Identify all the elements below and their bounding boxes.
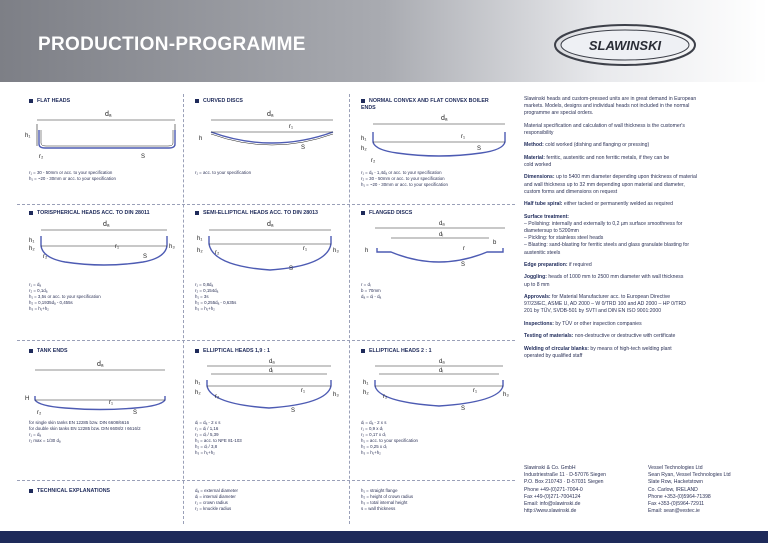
svg-text:H: H (25, 396, 30, 402)
material-paragraph: Material: ferritic, austenitic and non ferritic metals, if they can be cold worked (524, 154, 670, 168)
page-title: PRODUCTION-PROGRAMME (38, 34, 306, 55)
heads-grid (17, 94, 515, 524)
svg-text:dₐ: dₐ (439, 221, 445, 227)
elliptical-21-formulas: dᵢ = dₐ - 2 x s r₁ = 0,9 x dᵢ r₂ = 0,17 x dᵢ h₁ = acc. to your specification h₂ = 0,25 x dᵢ h₃ = h₁+h₂ (361, 420, 419, 455)
halftube-paragraph: Half tube spiral: either tacked or permanently welded as required (524, 201, 673, 208)
technical-explanations-title: TECHNICAL EXPLANATIONS (37, 488, 111, 494)
svg-text:h₁: h₁ (195, 380, 201, 386)
svg-text:h₃: h₃ (333, 248, 339, 254)
elliptical-19-diagram (191, 356, 343, 416)
svg-text:r₂: r₂ (43, 254, 48, 260)
svg-text:r₁: r₁ (115, 244, 120, 250)
website-link[interactable]: http://www.slawinski.de (524, 508, 577, 515)
svg-text:h: h (365, 248, 369, 254)
address-ireland: Vessel Technologies Ltd Sean Ryan, Vessel Technologies Ltd Slate Row, Hacketstown Co. Carlow, IRELAND Phone +353-(0)5964-71398 Fax +353-(0)5964-72911 Email: sean@vestec.ie (648, 465, 731, 515)
email-link-ireland[interactable]: Email: sean@vestec.ie (648, 508, 700, 515)
svg-text:h₃: h₃ (503, 392, 509, 398)
svg-text:h₂: h₂ (363, 390, 369, 396)
svg-text:h: h (199, 136, 203, 142)
inspections-paragraph: Inspections: by TÜV or other inspection companies (524, 320, 642, 327)
flanged-disc-diagram (357, 218, 509, 278)
svg-text:h₁: h₁ (363, 380, 369, 386)
svg-text:S: S (301, 145, 306, 151)
explanations-col1: dₐ = external diameter dᵢ = internal diameter r₁ = crown radius r₂ = knuckle radius (195, 488, 239, 511)
svg-text:h₁: h₁ (25, 133, 31, 139)
svg-text:dₐ: dₐ (103, 221, 110, 228)
svg-text:r₂: r₂ (215, 250, 220, 256)
flanged-discs-title: FLANGED DISCS (369, 210, 413, 216)
svg-text:dₐ: dₐ (269, 359, 275, 365)
svg-text:S: S (143, 254, 148, 260)
svg-text:dᵢ: dᵢ (269, 368, 274, 374)
elliptical-21-title: ELLIPTICAL HEADS 2 : 1 (369, 348, 432, 354)
elliptical-19-cell (183, 344, 347, 464)
flat-heads-title: FLAT HEADS (37, 98, 71, 104)
svg-text:r₂: r₂ (383, 394, 388, 400)
svg-text:dₐ: dₐ (441, 115, 448, 122)
torispherical-formulas: r₁ = dₐ r₂ = 0,1dₐ h₁ = 3,5s or acc. to your specification h₂ = 0,1935dₐ - 0,455s h₃ = h₁+h₂ (29, 282, 101, 311)
svg-text:r₂: r₂ (39, 154, 44, 160)
svg-text:dₐ: dₐ (105, 111, 112, 118)
normal-convex-title: NORMAL CONVEX AND FLAT CONVEX BOILER ENDS (361, 98, 489, 111)
spec-paragraph: Material specification and calculation of wall thickness is the customer's responsibility (524, 122, 685, 136)
tank-end-diagram (25, 356, 177, 416)
svg-text:S: S (461, 406, 466, 412)
svg-text:r₁: r₁ (303, 246, 308, 252)
svg-text:S: S (289, 266, 294, 272)
semi-elliptical-formulas: r₁ = 0,8dₐ r₂ = 0,154dₐ h₁ = 3s h₂ = 0,255dₐ - 0,635s h₃ = h₁+h₂ (195, 282, 237, 311)
elliptical-19-formulas: dᵢ = dₐ - 2 x s r₁ = dᵢ / 1,16 r₂ = dᵢ / 5,39 h₁ = acc. to NFE 81-103 h₂ = dᵢ / 3,8 h₃ = h₁+h₂ (195, 420, 242, 455)
tank-ends-cell (17, 344, 181, 464)
normal-convex-cell (349, 94, 513, 214)
info-column (524, 96, 760, 365)
explanations-col2: h₁ = straight flange h₂ = height of crown radius h₃ = total internal height s = wall thickness (361, 488, 414, 511)
address-germany: Slawinski & Co. GmbH Industriestraße 11 · D-57076 Siegen P.O. Box 210743 · D-57031 Siegen Phone +49-(0)271-7004-0 Fax +49-(0)271-7004124 Email: info@slawinski.de http://www.slawinski.de (524, 465, 607, 515)
tank-ends-formulas: for single skin tanks EN 12285 bzw. DIN 6608/6616 for double skin tanks EN 12285 bzw. DIN 6608/2 I 6616/2 r₁ = dₐ r₂ max = 1/30 dₐ (29, 420, 141, 443)
svg-text:dₐ: dₐ (97, 361, 104, 368)
svg-text:h₂: h₂ (195, 390, 201, 396)
svg-text:r₁: r₁ (109, 400, 114, 406)
joggling-paragraph: Joggling: heads of 1000 mm to 2500 mm diameter with wall thickness up to 8 mm (524, 274, 684, 288)
svg-text:S: S (133, 410, 138, 416)
dimensions-paragraph: Dimensions: up to 5400 mm diameter depending upon thickness of material and wall thickness up to 32 mm depending upon material and diameter, custom forms and dimensions on request (524, 174, 698, 195)
flanged-discs-cell (349, 206, 513, 326)
svg-text:S: S (461, 262, 466, 268)
svg-text:S: S (291, 408, 296, 414)
torispherical-cell (17, 206, 181, 326)
svg-text:h₃: h₃ (169, 244, 175, 250)
svg-text:h₂: h₂ (361, 146, 367, 152)
svg-text:h₂: h₂ (197, 248, 203, 254)
curved-discs-cell (183, 94, 347, 214)
semi-elliptical-diagram (191, 218, 343, 278)
semi-elliptical-title: SEMI-ELLIPTICAL HEADS ACC. TO DIN 28013 (203, 210, 318, 216)
svg-text:r₁: r₁ (461, 134, 466, 140)
svg-text:r₂: r₂ (215, 394, 220, 400)
elliptical-21-diagram (357, 356, 509, 416)
flat-heads-cell (17, 94, 181, 214)
svg-text:r₁: r₁ (473, 388, 478, 394)
svg-text:dᵢ: dᵢ (439, 368, 444, 374)
flat-head-diagram (25, 106, 177, 166)
normal-convex-diagram (357, 106, 509, 166)
elliptical-21-cell (349, 344, 513, 464)
curved-discs-formulas: r₁ = acc. to your specification (195, 170, 252, 175)
flat-heads-formulas: r₁ = 30 - 50mm or acc. to your specification h₁ = ~20 - 30mm or acc. to your specification (29, 170, 116, 181)
edge-paragraph: Edge preparation: if required (524, 261, 592, 268)
torispherical-diagram (25, 218, 177, 278)
svg-text:S: S (141, 154, 146, 160)
normal-convex-formulas: r₁ = dₐ - 1,4dₐ or acc. to your specification r₂ = 30 - 50mm or acc. to your specification h₁ = ~20 - 30mm or acc. to your specification (361, 170, 448, 187)
svg-text:dᵢ: dᵢ (439, 232, 444, 238)
svg-text:h₁: h₁ (361, 136, 367, 142)
svg-text:h₂: h₂ (29, 246, 35, 252)
curved-discs-title: CURVED DISCS (203, 98, 243, 104)
footer-bar (0, 531, 768, 543)
elliptical-19-title: ELLIPTICAL HEADS 1,9 : 1 (203, 348, 271, 354)
svg-text:r₁: r₁ (301, 388, 306, 394)
svg-text:h₃: h₃ (333, 392, 339, 398)
torispherical-title: TORISPHERICAL HEADS ACC. TO DIN 28011 (37, 210, 150, 216)
svg-text:h₁: h₁ (29, 238, 35, 244)
slawinski-logo (552, 22, 698, 68)
svg-text:dₐ: dₐ (267, 111, 274, 118)
flanged-discs-formulas: r = dᵢ b = 70mm dₐ = dᵢ - dₐ (361, 282, 382, 299)
svg-text:S: S (477, 146, 482, 152)
svg-text:r: r (463, 246, 465, 252)
svg-text:r₂: r₂ (371, 158, 376, 164)
svg-text:dₐ: dₐ (267, 221, 274, 228)
svg-text:r₁: r₁ (289, 124, 294, 130)
intro-paragraph: Slawinski heads and custom-pressed units are in great demand in European markets. Models, designs and individual heads not included in the normal programme are special orders. (524, 96, 697, 117)
svg-text:h₁: h₁ (197, 236, 203, 242)
semi-elliptical-cell (183, 206, 347, 326)
curved-disc-diagram (191, 106, 343, 166)
method-paragraph: Method: cold worked (dishing and flanging or pressing) (524, 142, 650, 149)
svg-text:b: b (493, 240, 497, 246)
svg-text:dₐ: dₐ (439, 359, 445, 365)
welding-paragraph: Welding of circular blanks: by means of high-tech welding plant operated by qualified staff (524, 345, 672, 359)
approvals-paragraph: Approvals: for Material Manufacturer acc. to European Directive 97/23/EC, ASME U, AD 2000 – W 0/TRD 100 and AD 2000 – HP 0/TRD 201 by TÜV, SVDB-501 by SVTI and DIN EN ISO 9001:2000 (524, 293, 686, 315)
testing-paragraph: Testing of materials: non-destructive or destructive with certificate (524, 333, 676, 340)
svg-text:r₂: r₂ (37, 410, 42, 416)
tank-ends-title: TANK ENDS (37, 348, 68, 354)
email-link[interactable]: Email: info@slawinski.de (524, 501, 581, 508)
logo-text: SLAWINSKI (588, 38, 662, 53)
surface-paragraph: Surface treatment: – Polishing: internally and externally to 0,2 µm surface smoothness for diametersup to 5200mm – Pickling: for stainless steel heads – Blasting: sand-blasting for ferritic steels and glass granulate blasting for austenitic steels (524, 213, 690, 256)
technical-explanations-cell (17, 484, 181, 524)
header-banner (0, 0, 768, 82)
